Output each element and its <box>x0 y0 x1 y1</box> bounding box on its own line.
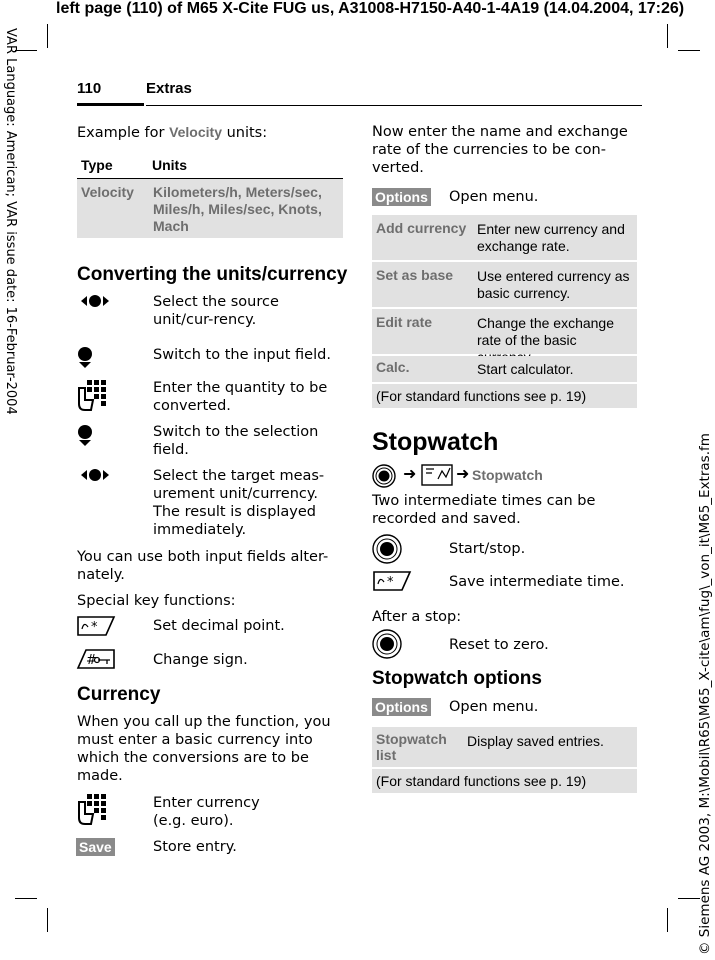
para-stopwatch: Two intermediate times can be recorded and saved. <box>372 493 596 527</box>
crop-mark <box>15 898 37 899</box>
left-margin-text: VAR Language: American; VAR issue date: 16-Februar-2004 <box>3 28 18 415</box>
sw-options-row <box>372 727 637 769</box>
open-menu-text: Open menu. <box>449 699 539 715</box>
velocity-keyword: Velocity <box>169 124 222 140</box>
right-margin-text: © Siemens AG 2003, M:\Mobil\R65\M65_X-cite\am\fug\_von_it\M65_Extras.fm <box>697 433 713 955</box>
option-desc: Change the exchange rate of the basic <box>477 315 614 348</box>
units-header-units: Units <box>152 157 187 173</box>
convert-step-text: Switch to the selection field. <box>153 424 319 458</box>
para-alternately: You can use both input fields alter-nately. <box>77 549 329 583</box>
sw-options-footer-text: (For standard functions see p. 19) <box>376 773 587 789</box>
svg-text:#: # <box>86 653 97 668</box>
open-menu-text: Open menu. <box>449 189 539 205</box>
options-row <box>372 309 637 356</box>
arrow-icon: ➜ <box>403 464 417 483</box>
convert-step-text: Switch to the input field. <box>153 347 331 363</box>
sw-options-footer <box>372 769 637 793</box>
options-table <box>372 215 637 408</box>
section-title: Extras <box>146 80 192 97</box>
nav-down-icon <box>77 346 93 370</box>
option-desc: Use entered currency as basic currency. <box>477 268 630 301</box>
sw-options-table <box>372 727 637 793</box>
option-name[interactable]: Set as base <box>376 267 454 283</box>
units-table-header <box>77 154 343 178</box>
document-header: left page (110) of M65 X-Cite FUG us, A31008-H7150-A40-1-4A19 (14.04.2004, 17:26) <box>56 0 685 17</box>
heading-sw-options: Stopwatch options <box>372 668 542 689</box>
convert-step-text: Select the target meas-urement unit/currency. The result is displayed immediately. <box>153 468 325 538</box>
nav-left-right-icon <box>77 294 113 308</box>
option-desc: Start calculator. <box>477 361 574 377</box>
heading-stopwatch: Stopwatch <box>372 428 499 456</box>
center-key-icon <box>372 629 402 659</box>
example-line: Example for Velocity units: <box>77 124 268 141</box>
reset-step-text: Reset to zero. <box>449 637 549 653</box>
center-key-icon <box>372 464 396 488</box>
heading-converting: Converting the units/currency <box>77 264 348 285</box>
path-stopwatch-label: Stopwatch <box>472 467 543 483</box>
crop-mark <box>667 24 668 48</box>
sw-step-text: Save intermediate time. <box>449 574 625 590</box>
star-key-icon <box>372 570 412 592</box>
option-name[interactable]: Stopwatch list <box>376 731 447 763</box>
crop-mark <box>678 50 700 51</box>
options-row <box>372 356 637 384</box>
special-key-text: Set decimal point. <box>153 618 285 634</box>
units-row-units: Kilometers/h, Meters/sec, Miles/h, Miles/sec, Knots, Mach <box>153 184 322 234</box>
option-desc: Enter new currency and exchange rate. <box>477 221 625 254</box>
star-key-icon <box>76 615 116 637</box>
options-softkey[interactable]: Options <box>372 188 431 206</box>
convert-step-text: Select the source unit/cur-rency. <box>153 294 279 328</box>
convert-step-text: Enter the quantity to be converted. <box>153 380 328 414</box>
units-table-row <box>77 179 343 238</box>
option-desc: Display saved entries. <box>467 733 604 749</box>
units-row-type: Velocity <box>81 184 134 200</box>
options-softkey[interactable]: Options <box>372 698 431 716</box>
currency-step-text: Enter currency (e.g. euro). <box>153 795 260 829</box>
keypad-icon <box>75 792 111 828</box>
para-currency: When you call up the function, you must enter a basic currency into which the conversions are to be made. <box>77 714 331 784</box>
options-footer <box>372 384 637 408</box>
units-header-type: Type <box>81 157 113 173</box>
option-name[interactable]: Edit rate <box>376 314 433 330</box>
special-key-text: Change sign. <box>153 652 248 668</box>
svg-text:*: * <box>91 620 98 635</box>
sw-step-text: Start/stop. <box>449 541 526 557</box>
crop-mark <box>47 908 48 932</box>
header-rule <box>146 105 642 106</box>
save-softkey[interactable]: Save <box>76 838 115 856</box>
svg-text:*: * <box>387 575 394 590</box>
crop-mark <box>47 24 48 48</box>
option-name[interactable]: Calc. <box>376 359 410 375</box>
units-table <box>77 154 343 238</box>
para-special: Special key functions: <box>77 593 236 609</box>
crop-mark <box>667 908 668 932</box>
arrow-icon: ➜ <box>456 464 470 483</box>
page-number: 110 <box>77 80 102 97</box>
currency-step-text: Store entry. <box>153 839 237 855</box>
organiser-icon <box>420 463 454 487</box>
keypad-icon <box>75 378 111 414</box>
options-footer-text: (For standard functions see p. 19) <box>376 388 587 404</box>
option-name[interactable]: Add currency <box>376 220 467 236</box>
center-key-icon <box>372 534 402 564</box>
nav-down-icon <box>77 424 93 448</box>
after-stop-text: After a stop: <box>372 609 462 625</box>
header-rule-thick <box>77 103 144 106</box>
crop-mark <box>15 50 37 51</box>
hash-key-icon <box>76 648 116 670</box>
options-row <box>372 262 637 309</box>
para-enter: Now enter the name and exchange rate of the currencies to be con-verted. <box>372 124 628 176</box>
heading-currency: Currency <box>77 684 161 705</box>
options-row <box>372 215 637 262</box>
nav-left-right-icon <box>77 468 113 482</box>
